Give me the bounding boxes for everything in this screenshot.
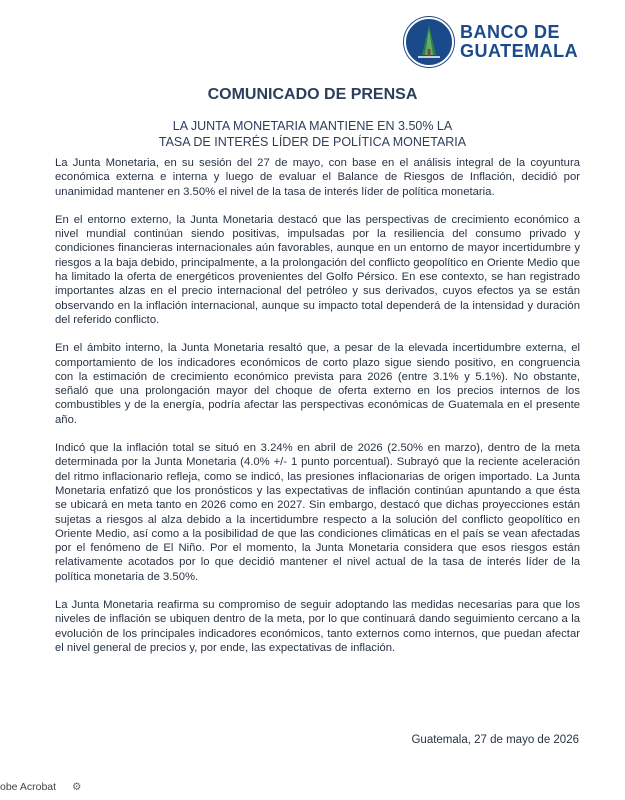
subtitle-line-1: LA JUNTA MONETARIA MANTIENE EN 3.50% LA xyxy=(172,119,453,133)
paragraph-3: En el ámbito interno, la Junta Monetaria resaltó que, a pesar de la elevada incertidumbre externa, el comportamiento de los indicadores económicos de corto plazo sigue siendo positivo, en congruencia con la estimación de crecimiento económico prevista para 2026 (entre 3.1% y 5.1%). No obstante, señaló que una prolongación mayor del choque de oferta externo en los precios internos de los combustibles y de la energía, podría afectar las perspectivas económicas de Guatemala en el presente año. xyxy=(55,342,580,426)
document-subtitle xyxy=(0,118,625,150)
bank-emblem-icon xyxy=(404,17,454,67)
gear-icon[interactable]: ⚙ xyxy=(72,781,82,793)
document-body xyxy=(55,156,580,669)
subtitle-line-2: TASA DE INTERÉS LÍDER DE POLÍTICA MONETARIA xyxy=(158,135,467,149)
document-date: Guatemala, 27 de mayo de 2026 xyxy=(411,734,579,746)
bank-brand-name xyxy=(460,23,578,61)
paragraph-4: Indicó que la inflación total se situó en 3.24% en abril de 2026 (2.50% en marzo), dentro de la meta determinada por la Junta Monetaria (4.0% +/- 1 punto porcentual). Subrayó que la reciente aceleración del ritmo inflacionario refleja, como se indicó, las presiones inflacionarias de origen importado. La Junta Monetaria enfatizó que los pronósticos y las expectativas de inflación continúan apuntando a que ésta se ubicará en meta tanto en 2026 como en 2027. Sin embargo, destacó que dichas proyecciones están sujetas a riesgos al alza debido a la incertidumbre respecto a la solución del conflicto geopolítico en Oriente Medio, así como a la posibilidad de que las condiciones climáticas en el país se vean afectadas por el fenómeno de El Niño. Por el momento, la Junta Monetaria considera que esos riesgos están relativamente acotados por lo que decidió mantener el nivel actual de la tasa de interés líder de la política monetaria de 3.50%. xyxy=(55,442,580,583)
paragraph-2: En el entorno externo, la Junta Monetaria destacó que las perspectivas de crecimiento económico a nivel mundial continúan siendo positivas, impulsadas por la resiliencia del consumo privado y condiciones financieras internacionales aún favorables, aunque en un entorno de mayor incertidumbre y riesgos a la baja debido, principalmente, a la prolongación del conflicto geopolítico en Oriente Medio que ha limitado la oferta de energéticos provenientes del Golfo Pérsico. En ese contexto, se han registrado importantes alzas en el precio internacional del petróleo y sus derivados, cuyos efectos ya se están observando en la inflación internacional, aunque su impacto total dependerá de la intensidad y duración del referido conflicto. xyxy=(55,213,580,326)
bank-logo xyxy=(404,17,578,67)
app-name-label: obe Acrobat xyxy=(0,781,57,793)
paragraph-1: La Junta Monetaria, en su sesión del 27 de mayo, con base en el análisis integral de la coyuntura económica externa e interna y luego de evaluar el Balance de Riesgos de Inflación, decidió por unanimidad mantener en 3.50% el nivel de la tasa de interés líder de política monetaria. xyxy=(55,157,580,198)
app-footer xyxy=(0,781,81,793)
paragraph-5: La Junta Monetaria reafirma su compromiso de seguir adoptando las medidas necesarias para que los niveles de inflación se ubiquen dentro de la meta, por lo que continuará dando seguimiento cercano a la evolución de los principales indicadores económicos, tanto externos como internos, que puedan afectar el nivel general de precios y, por ende, las expectativas de inflación. xyxy=(55,599,580,654)
brand-line-1: BANCO DE xyxy=(460,22,561,42)
brand-line-2: GUATEMALA xyxy=(460,41,579,61)
document-title: COMUNICADO DE PRENSA xyxy=(207,86,418,103)
